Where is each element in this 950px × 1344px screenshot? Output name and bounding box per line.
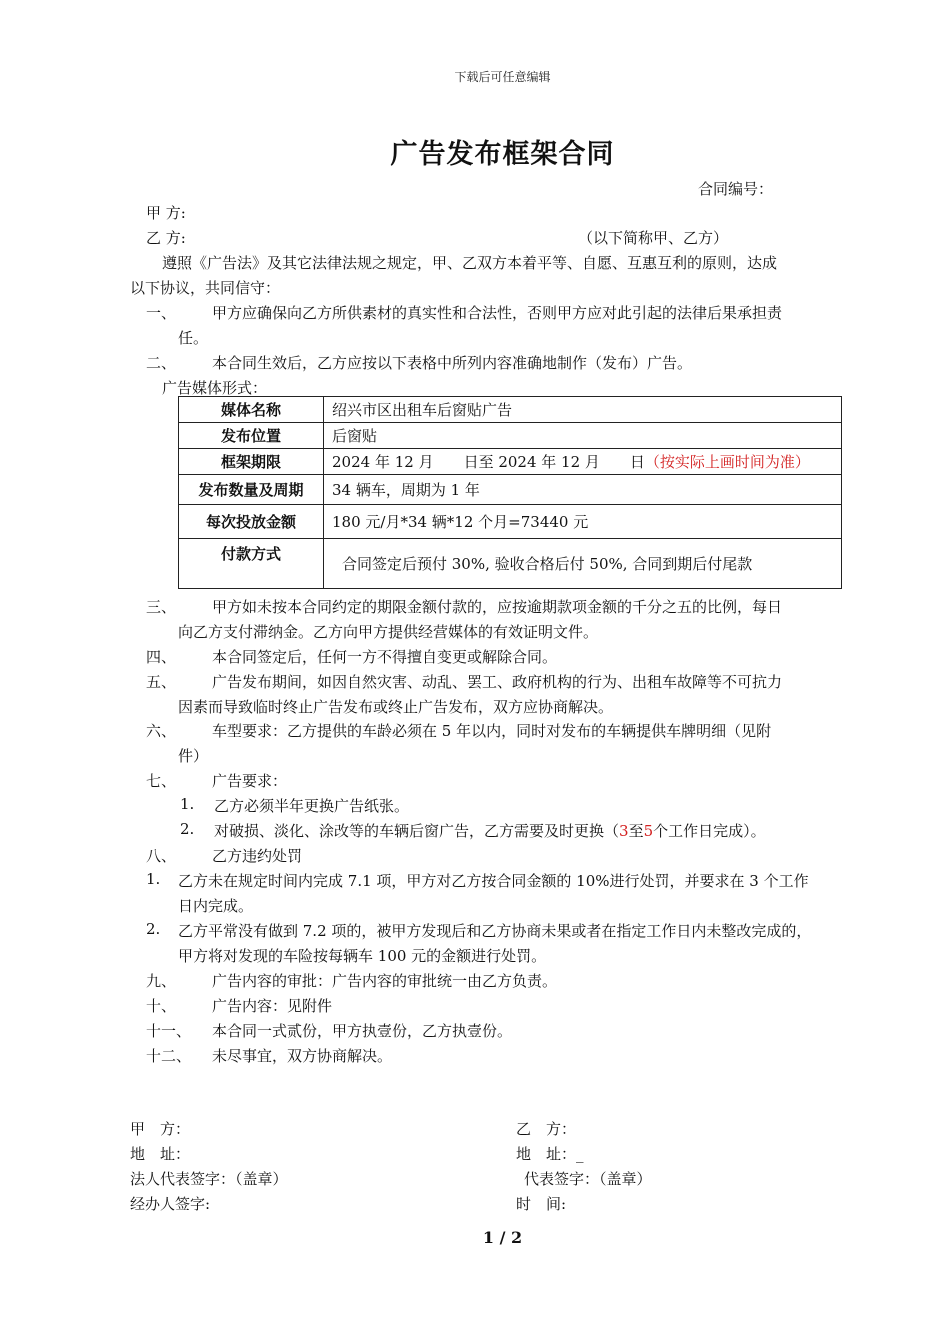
clause-10-number: 十、 bbox=[146, 997, 177, 1015]
clause-7-text: 广告要求： bbox=[212, 772, 288, 790]
sign-time: 时 间: bbox=[516, 1195, 567, 1213]
table-row bbox=[179, 423, 842, 449]
clause-1-text-cont: 任。 bbox=[178, 329, 209, 347]
clause-8-1-number: 1. bbox=[146, 870, 161, 888]
contract-number-label: 合同编号： bbox=[698, 180, 774, 198]
table-row bbox=[179, 449, 842, 475]
media-form-label: 广告媒体形式： bbox=[162, 379, 268, 397]
party-abbreviation-note: （以下简称甲、乙方） bbox=[578, 229, 729, 247]
clause-7-2-number: 2. bbox=[180, 820, 195, 838]
media-table bbox=[178, 396, 842, 589]
clause-2-text: 本合同生效后，乙方应按以下表格中所列内容准确地制作（发布）广告。 bbox=[212, 354, 693, 372]
sign-legal-rep: 法人代表签字：（盖章） bbox=[130, 1170, 288, 1188]
clause-11-text: 本合同一式贰份，甲方执壹份，乙方执壹份。 bbox=[212, 1022, 513, 1040]
clause-7-2-pre: 对破损、淡化、涂改等的车辆后窗广告，乙方需要及时更换（ bbox=[214, 822, 620, 840]
media-name-value: 绍兴市区出租车后窗贴广告 bbox=[324, 397, 842, 423]
clause-12-text: 未尽事宜，双方协商解决。 bbox=[212, 1047, 393, 1065]
term-value: 2024 年 12 月 日至 2024 年 12 月 日 bbox=[332, 453, 645, 471]
media-name-key: 媒体名称 bbox=[179, 397, 324, 423]
clause-8-2-text-cont: 甲方将对发现的车险按每辆车 100 元的金额进行处罚。 bbox=[178, 947, 547, 965]
clause-8-2-number: 2. bbox=[146, 920, 161, 938]
party-a-label: 甲 方: bbox=[146, 204, 186, 222]
clause-7-2-days-min: 3 bbox=[619, 822, 629, 840]
clause-7-2-post: 个工作日完成）。 bbox=[653, 822, 766, 840]
clause-6-number: 六、 bbox=[146, 722, 177, 740]
clause-1-number: 一、 bbox=[146, 304, 177, 322]
payment-value: 合同签定后预付 30%, 验收合格后付 50%, 合同到期后付尾款 bbox=[324, 539, 842, 589]
clause-4-number: 四、 bbox=[146, 648, 177, 666]
clause-6-text-cont: 件） bbox=[178, 747, 209, 765]
page-indicator: 1 / 2 bbox=[482, 1228, 523, 1247]
intro-line-2: 以下协议，共同信守： bbox=[130, 279, 281, 297]
clause-2-number: 二、 bbox=[146, 354, 177, 372]
clause-7-number: 七、 bbox=[146, 772, 177, 790]
table-row bbox=[179, 539, 842, 589]
clause-7-1-text: 乙方必须半年更换广告纸张。 bbox=[214, 797, 410, 815]
document-title: 广告发布框架合同 bbox=[390, 139, 615, 170]
clause-3-text-cont: 向乙方支付滞纳金。乙方向甲方提供经营媒体的有效证明文件。 bbox=[178, 623, 599, 641]
clause-8-1-text: 乙方未在规定时间内完成 7.1 项，甲方对乙方按合同金额的 10%进行处罚，并要求在 3 个工作 bbox=[178, 872, 809, 890]
clause-7-2-days-max: 5 bbox=[643, 822, 654, 840]
term-cell bbox=[324, 449, 842, 475]
clause-8-2-text: 乙方平常没有做到 7.2 项的，被甲方发现后和乙方协商未果或者在指定工作日内未整改完成的， bbox=[178, 922, 812, 940]
clause-4-text: 本合同签定后，任何一方不得擅自变更或解除合同。 bbox=[212, 648, 558, 666]
amount-key: 每次投放金额 bbox=[179, 505, 324, 539]
payment-key: 付款方式 bbox=[179, 539, 324, 589]
clause-12-number: 十二、 bbox=[146, 1047, 192, 1065]
header-note: 下载后可任意编辑 bbox=[454, 70, 551, 84]
term-note: （按实际上画时间为准） bbox=[644, 453, 810, 471]
clause-5-text-cont: 因素而导致临时终止广告发布或终止广告发布，双方应协商解决。 bbox=[178, 698, 614, 716]
clause-3-number: 三、 bbox=[146, 598, 177, 616]
sign-agent: 经办人签字: bbox=[130, 1195, 211, 1213]
sign-representative: 代表签字：（盖章） bbox=[524, 1170, 652, 1188]
party-b-label: 乙 方: bbox=[146, 229, 186, 247]
clause-7-2-text bbox=[214, 820, 766, 841]
intro-line-1: 遵照《广告法》及其它法律法规之规定，甲、乙双方本着平等、自愿、互惠互利的原则，达成 bbox=[162, 254, 778, 272]
clause-8-1-text-cont: 日内完成。 bbox=[178, 897, 254, 915]
table-row bbox=[179, 505, 842, 539]
clause-7-1-number: 1. bbox=[180, 795, 195, 813]
table-row bbox=[179, 475, 842, 505]
clause-10-text: 广告内容：见附件 bbox=[212, 997, 333, 1015]
clause-5-number: 五、 bbox=[146, 673, 177, 691]
clause-8-number: 八、 bbox=[146, 847, 177, 865]
position-key: 发布位置 bbox=[179, 423, 324, 449]
position-value: 后窗贴 bbox=[324, 423, 842, 449]
sign-address-b: 地 址：_ bbox=[516, 1145, 584, 1163]
table-row bbox=[179, 397, 842, 423]
clause-9-number: 九、 bbox=[146, 972, 177, 990]
sign-address-a: 地 址： bbox=[130, 1145, 191, 1163]
clause-8-text: 乙方违约处罚 bbox=[212, 847, 303, 865]
quantity-key: 发布数量及周期 bbox=[179, 475, 324, 505]
clause-9-text: 广告内容的审批：广告内容的审批统一由乙方负责。 bbox=[212, 972, 558, 990]
quantity-value: 34 辆车，周期为 1 年 bbox=[324, 475, 842, 505]
clause-5-text: 广告发布期间，如因自然灾害、动乱、罢工、政府机构的行为、出租车故障等不可抗力 bbox=[212, 673, 783, 691]
clause-11-number: 十一、 bbox=[146, 1022, 192, 1040]
clause-3-text: 甲方如未按本合同约定的期限金额付款的，应按逾期款项金额的千分之五的比例，每日 bbox=[212, 598, 783, 616]
term-key: 框架期限 bbox=[179, 449, 324, 475]
sign-party-a: 甲 方： bbox=[130, 1120, 191, 1138]
sign-party-b: 乙 方： bbox=[516, 1120, 577, 1138]
clause-6-text: 车型要求：乙方提供的车龄必须在 5 年以内，同时对发布的车辆提供车牌明细（见附 bbox=[212, 722, 772, 740]
clause-7-2-mid: 至 bbox=[628, 822, 644, 840]
amount-value: 180 元/月*34 辆*12 个月=73440 元 bbox=[324, 505, 842, 539]
clause-1-text: 甲方应确保向乙方所供素材的真实性和合法性，否则甲方应对此引起的法律后果承担责 bbox=[212, 304, 783, 322]
